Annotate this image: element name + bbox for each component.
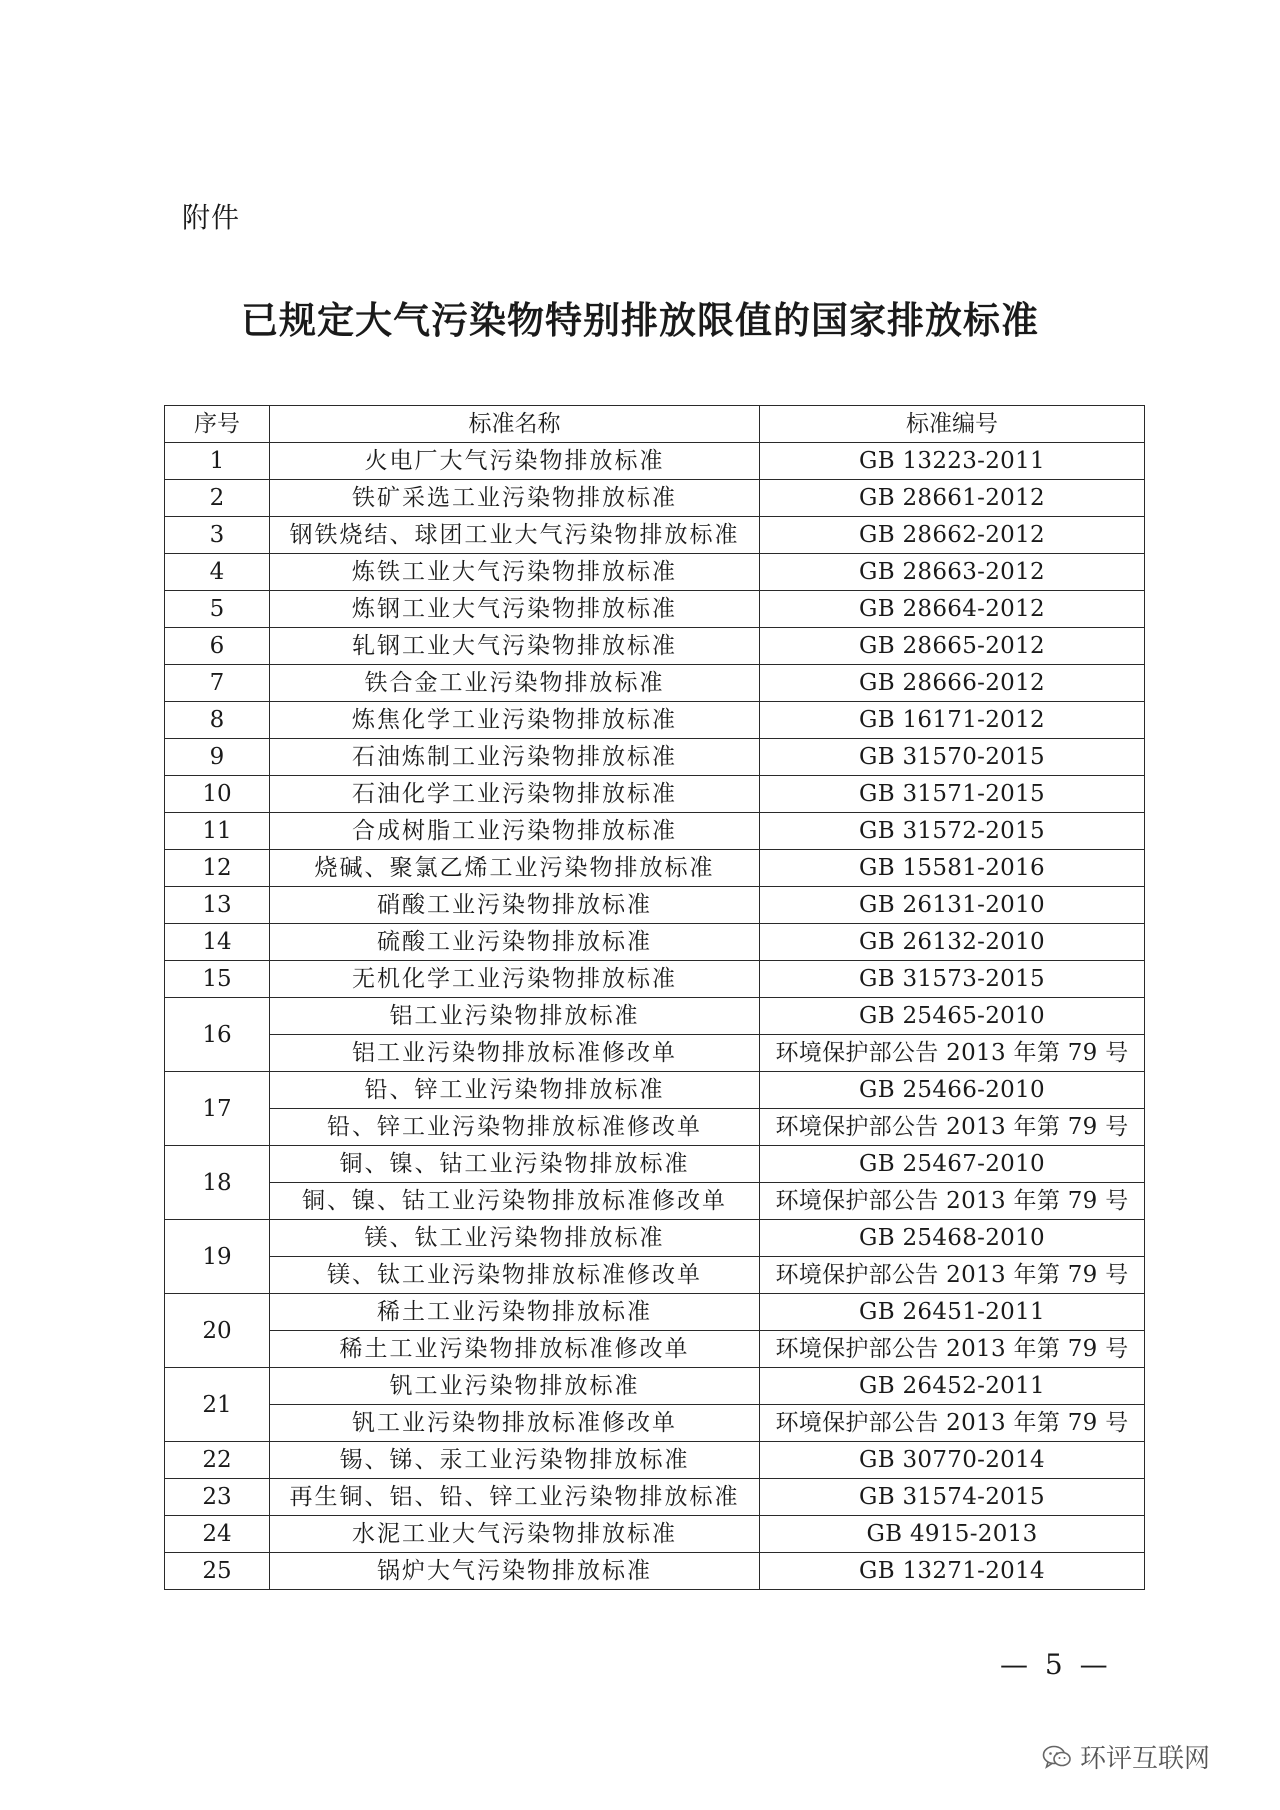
header-standard-code: 标准编号 xyxy=(760,406,1145,443)
row-number: 17 xyxy=(165,1072,270,1146)
standard-name-cell: 稀土工业污染物排放标准修改单 xyxy=(270,1331,760,1368)
standard-code-cell: GB 25467-2010 xyxy=(760,1146,1145,1183)
standard-name-cell: 锡、锑、汞工业污染物排放标准 xyxy=(270,1442,760,1479)
standard-code-cell: GB 25468-2010 xyxy=(760,1220,1145,1257)
standard-code-cell: GB 4915-2013 xyxy=(760,1516,1145,1553)
row-number: 11 xyxy=(165,813,270,850)
table-row xyxy=(165,1220,1145,1257)
standard-name-cell: 铝工业污染物排放标准 xyxy=(270,998,760,1035)
standard-code-cell: 环境保护部公告 2013 年第 79 号 xyxy=(760,1331,1145,1368)
watermark-text: 环评互联网 xyxy=(1080,1744,1211,1774)
table-row xyxy=(165,850,1145,887)
standard-name-cell: 无机化学工业污染物排放标准 xyxy=(270,961,760,998)
row-number: 1 xyxy=(165,443,270,480)
row-number: 22 xyxy=(165,1442,270,1479)
standard-name-cell: 钒工业污染物排放标准修改单 xyxy=(270,1405,760,1442)
attachment-label: 附件 xyxy=(182,201,241,234)
standard-code-cell: GB 31570-2015 xyxy=(760,739,1145,776)
row-number: 21 xyxy=(165,1368,270,1442)
row-number: 14 xyxy=(165,924,270,961)
standard-name-cell: 铁合金工业污染物排放标准 xyxy=(270,665,760,702)
standard-code-cell: GB 26131-2010 xyxy=(760,887,1145,924)
row-number: 18 xyxy=(165,1146,270,1220)
row-number: 15 xyxy=(165,961,270,998)
table-row xyxy=(165,813,1145,850)
standard-code-cell: GB 31573-2015 xyxy=(760,961,1145,998)
standard-code-cell: GB 15581-2016 xyxy=(760,850,1145,887)
table-row xyxy=(165,1257,1145,1294)
table-row xyxy=(165,443,1145,480)
standard-name-cell: 铅、锌工业污染物排放标准 xyxy=(270,1072,760,1109)
standard-code-cell: GB 16171-2012 xyxy=(760,702,1145,739)
row-number: 24 xyxy=(165,1516,270,1553)
table-row xyxy=(165,1479,1145,1516)
standard-code-cell: GB 26132-2010 xyxy=(760,924,1145,961)
standard-code-cell: 环境保护部公告 2013 年第 79 号 xyxy=(760,1405,1145,1442)
row-number: 4 xyxy=(165,554,270,591)
table-row xyxy=(165,1294,1145,1331)
standard-name-cell: 石油化学工业污染物排放标准 xyxy=(270,776,760,813)
row-number: 3 xyxy=(165,517,270,554)
standard-name-cell: 铝工业污染物排放标准修改单 xyxy=(270,1035,760,1072)
standard-name-cell: 铜、镍、钴工业污染物排放标准修改单 xyxy=(270,1183,760,1220)
standard-name-cell: 炼焦化学工业污染物排放标准 xyxy=(270,702,760,739)
standards-table xyxy=(164,405,1145,1590)
header-number: 序号 xyxy=(165,406,270,443)
header-standard-name: 标准名称 xyxy=(270,406,760,443)
table-row xyxy=(165,1146,1145,1183)
table-row xyxy=(165,776,1145,813)
row-number: 19 xyxy=(165,1220,270,1294)
standard-code-cell: GB 25466-2010 xyxy=(760,1072,1145,1109)
table-row xyxy=(165,1405,1145,1442)
standard-name-cell: 锅炉大气污染物排放标准 xyxy=(270,1553,760,1590)
standard-name-cell: 铅、锌工业污染物排放标准修改单 xyxy=(270,1109,760,1146)
table-row xyxy=(165,739,1145,776)
page-number: — 5 — xyxy=(1000,1648,1112,1681)
row-number: 7 xyxy=(165,665,270,702)
table-row xyxy=(165,517,1145,554)
table-row xyxy=(165,887,1145,924)
standard-code-cell: GB 28662-2012 xyxy=(760,517,1145,554)
row-number: 25 xyxy=(165,1553,270,1590)
standard-code-cell: GB 31571-2015 xyxy=(760,776,1145,813)
standard-code-cell: GB 28664-2012 xyxy=(760,591,1145,628)
table-row xyxy=(165,1035,1145,1072)
standard-code-cell: 环境保护部公告 2013 年第 79 号 xyxy=(760,1257,1145,1294)
table-row xyxy=(165,628,1145,665)
table-row xyxy=(165,961,1145,998)
standard-name-cell: 水泥工业大气污染物排放标准 xyxy=(270,1516,760,1553)
table-row xyxy=(165,1183,1145,1220)
standard-name-cell: 钒工业污染物排放标准 xyxy=(270,1368,760,1405)
row-number: 13 xyxy=(165,887,270,924)
standard-name-cell: 稀土工业污染物排放标准 xyxy=(270,1294,760,1331)
table-row xyxy=(165,1109,1145,1146)
table-row xyxy=(165,1442,1145,1479)
standard-name-cell: 铁矿采选工业污染物排放标准 xyxy=(270,480,760,517)
page-title: 已规定大气污染物特别排放限值的国家排放标准 xyxy=(241,299,1039,342)
row-number: 9 xyxy=(165,739,270,776)
table-row xyxy=(165,1553,1145,1590)
standard-code-cell: GB 13271-2014 xyxy=(760,1553,1145,1590)
standard-name-cell: 火电厂大气污染物排放标准 xyxy=(270,443,760,480)
standard-name-cell: 钢铁烧结、球团工业大气污染物排放标准 xyxy=(270,517,760,554)
standard-code-cell: GB 28663-2012 xyxy=(760,554,1145,591)
standard-code-cell: GB 31572-2015 xyxy=(760,813,1145,850)
standard-code-cell: 环境保护部公告 2013 年第 79 号 xyxy=(760,1109,1145,1146)
standard-code-cell: GB 26451-2011 xyxy=(760,1294,1145,1331)
standard-name-cell: 合成树脂工业污染物排放标准 xyxy=(270,813,760,850)
standard-code-cell: GB 30770-2014 xyxy=(760,1442,1145,1479)
watermark xyxy=(1042,1738,1210,1775)
table-row xyxy=(165,554,1145,591)
standard-code-cell: 环境保护部公告 2013 年第 79 号 xyxy=(760,1035,1145,1072)
row-number: 16 xyxy=(165,998,270,1072)
standard-name-cell: 炼钢工业大气污染物排放标准 xyxy=(270,591,760,628)
standard-name-cell: 硫酸工业污染物排放标准 xyxy=(270,924,760,961)
standard-code-cell: GB 13223-2011 xyxy=(760,443,1145,480)
row-number: 6 xyxy=(165,628,270,665)
table-row xyxy=(165,702,1145,739)
standard-code-cell: GB 26452-2011 xyxy=(760,1368,1145,1405)
table-row xyxy=(165,1331,1145,1368)
table-header-row xyxy=(165,406,1145,443)
standard-code-cell: GB 28666-2012 xyxy=(760,665,1145,702)
row-number: 10 xyxy=(165,776,270,813)
standard-code-cell: GB 25465-2010 xyxy=(760,998,1145,1035)
standard-name-cell: 镁、钛工业污染物排放标准 xyxy=(270,1220,760,1257)
standard-code-cell: GB 28661-2012 xyxy=(760,480,1145,517)
table-row xyxy=(165,924,1145,961)
standard-name-cell: 镁、钛工业污染物排放标准修改单 xyxy=(270,1257,760,1294)
standard-name-cell: 炼铁工业大气污染物排放标准 xyxy=(270,554,760,591)
standard-name-cell: 再生铜、铝、铅、锌工业污染物排放标准 xyxy=(270,1479,760,1516)
row-number: 2 xyxy=(165,480,270,517)
standard-name-cell: 轧钢工业大气污染物排放标准 xyxy=(270,628,760,665)
row-number: 12 xyxy=(165,850,270,887)
table-row xyxy=(165,1516,1145,1553)
standard-name-cell: 铜、镍、钴工业污染物排放标准 xyxy=(270,1146,760,1183)
table-row xyxy=(165,665,1145,702)
standard-name-cell: 硝酸工业污染物排放标准 xyxy=(270,887,760,924)
table-row xyxy=(165,480,1145,517)
standard-name-cell: 石油炼制工业污染物排放标准 xyxy=(270,739,760,776)
table-row xyxy=(165,1072,1145,1109)
wechat-icon xyxy=(1042,1744,1072,1770)
row-number: 20 xyxy=(165,1294,270,1368)
standard-code-cell: GB 28665-2012 xyxy=(760,628,1145,665)
row-number: 23 xyxy=(165,1479,270,1516)
table-row xyxy=(165,591,1145,628)
table-row xyxy=(165,1368,1145,1405)
row-number: 8 xyxy=(165,702,270,739)
standard-code-cell: 环境保护部公告 2013 年第 79 号 xyxy=(760,1183,1145,1220)
standard-code-cell: GB 31574-2015 xyxy=(760,1479,1145,1516)
table-body xyxy=(165,443,1145,1590)
standard-name-cell: 烧碱、聚氯乙烯工业污染物排放标准 xyxy=(270,850,760,887)
row-number: 5 xyxy=(165,591,270,628)
table-row xyxy=(165,998,1145,1035)
